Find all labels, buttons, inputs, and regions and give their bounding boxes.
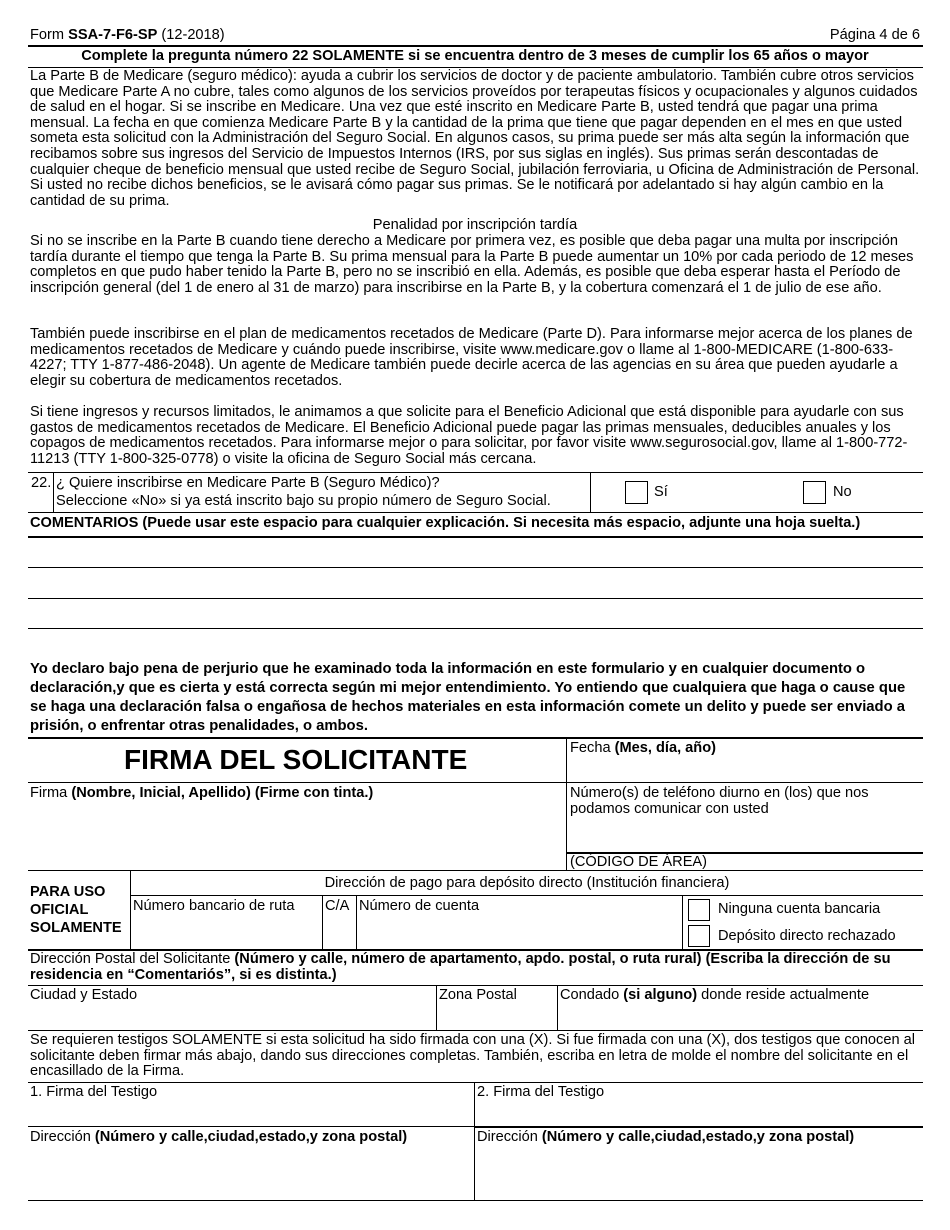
q22-no-label: No — [833, 484, 852, 500]
rejected-label: Depósito directo rechazado — [718, 928, 896, 944]
comment-line-1[interactable] — [28, 567, 923, 568]
comments-heading: COMENTARIOS (Puede usar este espacio para cualquier explicación. Si necesita más espacio, adjunte una hoja suelta.) — [30, 515, 861, 531]
part-b-paragraph: La Parte B de Medicare (seguro médico): ayuda a cubrir los servicios de doctor y de paciente ambulatorio. También cubre otros servicios que Medicare Parte A no cubre, tales como algunos de los servicios proveídos por terapeutas físicos y ocupacionales y algunos cuidados de salud en el hogar. Si se inscribe en Medicare. Una vez que esté inscrito en Medicare Parte B, usted tendrá que pagar una prima mensual. La fecha en que comienza Medicare Parte B y la cantidad de la prima que tiene que pagar dependen en el mes en que usted someta esta solicitud con la Administración del Seguro Social. En algunos casos, su prima puede ser más alta según la información que recibamos sobre sus ingresos del Servicio de Impuestos Internos (IRS, por sus siglas en inglés). Sus primas serán descontadas de cualquier cheque de beneficio mensual que usted recibe de Seguro Social, jubilación ferroviaria, u Oficina de Administración de Personal. Si usted no recibe dichos beneficios, se le avisará cómo pagar sus primas. Se le notificará por adelantado si hay algún cambio en la cantidad de su prima. — [30, 68, 920, 209]
q22-bottom-rule — [28, 512, 923, 513]
header-rule — [28, 45, 923, 47]
witness-text: Se requieren testigos SOLAMENTE si esta solicitud ha sido firmada con una (X). Si fue firmada con una (X), dos testigos que conocen al solicitante deben firmar más abajo, dando sus direcciones completas. También, escriba en letra de molde el nombre del solicitante en el encasillado de la Firma. — [30, 1032, 915, 1080]
late-penalty-paragraph: Si no se inscribe en la Parte B cuando tiene derecho a Medicare por primera vez, es posible que deba pagar una multa por inscripción tardía durante el tiempo que tenga la Parte B. Su prima mensual para la Parte B puede aumentar un 10% por cada periodo de 12 meses completos en que pudo haber tenido la Parte B, pero no se inscribió en ella. Además, es posible que deba esperar hasta el Período de inscripción general (del 1 de enero al 31 de marzo) para inscribirse en la Parte B, y la cobertura comenzará el 1 de julio de ese año. — [30, 233, 914, 296]
county-label: Condado — [560, 987, 624, 1003]
mailing-hint: (Número y calle, número de apartamento, apdo. postal, o ruta rural) (Escriba la dirección de su residencia en “Comentariós”, si es distinta.) — [30, 951, 891, 983]
witness1-address-field[interactable] — [30, 1130, 407, 1146]
comments-rule — [28, 536, 923, 538]
witness-bottom-rule — [28, 1200, 923, 1201]
official-label-1: PARA USO — [30, 884, 106, 900]
q22-yes-checkbox[interactable] — [625, 481, 648, 504]
routing-label[interactable]: Número bancario de ruta — [133, 898, 295, 914]
signature-top-rule — [28, 737, 923, 739]
routing-divider — [322, 895, 323, 950]
ca-divider — [356, 895, 357, 950]
area-code-label[interactable]: (CÓDIGO DE ÁREA) — [570, 854, 708, 870]
date-label: Fecha — [570, 740, 615, 756]
declaration-text: Yo declaro bajo pena de perjurio que he examinado toda la información en este formulario y en cualquier documento o declaración,y que es cierta y está correcta según mi mejor entendimiento. Yo entiendo que cualquiera que haga o cause que se haga una declaración falsa o engañosa de hechos materiales en esta información comete un delito y puede ser enviado a prisión, o enfrentar otras penalidades, o ambos. — [30, 661, 906, 734]
account-divider — [682, 895, 683, 950]
mailing-address-field[interactable] — [30, 952, 923, 983]
comment-line-2[interactable] — [28, 598, 923, 599]
mailing-rule — [28, 985, 923, 986]
q22-number-divider — [53, 472, 54, 512]
late-penalty-title: Penalidad por inscripción tardía — [372, 217, 578, 233]
zip-label[interactable]: Zona Postal — [439, 987, 517, 1003]
q22-number: 22. — [31, 475, 52, 491]
county-field[interactable] — [560, 988, 869, 1004]
form-date: (12-2018) — [157, 27, 225, 43]
firma-label: Firma — [30, 785, 72, 801]
firma-hint: (Nombre, Inicial, Apellido) (Firme con tinta.) — [71, 785, 374, 801]
witness1-signature-label[interactable]: 1. Firma del Testigo — [30, 1084, 158, 1100]
extra-help-paragraph: Si tiene ingresos y recursos limitados, le animamos a que solicite para el Beneficio Adicional que está disponible para ayudarle con sus gastos de medicamentos recetados de Medicare. El Beneficio Adicional puede pagar las primas mensuales, deducibles anuales y los copagos de medicamentos recetados. Para informarse mejor o para solicitar, por favor visite www.segurosocial.gov, llame al 1-800-772-11213 (TTY 1-800-325-0778) o visite la oficina de Seguro Social más cercana. — [30, 404, 908, 467]
date-field[interactable] — [570, 741, 716, 757]
official-label-3: SOLAMENTE — [30, 920, 122, 936]
mailing-label: Dirección Postal del Solicitante — [30, 951, 235, 967]
direct-deposit-rule — [130, 895, 923, 896]
form-prefix: Form — [30, 27, 69, 43]
witness2-address-field[interactable] — [477, 1130, 854, 1146]
q22-line2: Seleccione «No» si ya está inscrito bajo su propio número de Seguro Social. — [56, 493, 551, 509]
witness1-mid-rule — [28, 1126, 474, 1127]
q22-answer-divider — [590, 472, 591, 512]
part-d-paragraph: También puede inscribirse en el plan de medicamentos recetados de Medicare (Parte D). Para informarse mejor acerca de los planes de medicamentos recetados de Medicare y cuándo puede inscribirse, visite www.medicare.gov o llame al 1-800-MEDICARE (1-800-633-4227; TTY 1-877-486-2048). Un agente de Medicare también puede decirle acerca de las agencias en su área que pueden ayudarle a elegir su cobertura de medicamentos recetados. — [30, 326, 913, 389]
city-state-label[interactable]: Ciudad y Estado — [30, 987, 138, 1003]
official-use-label — [30, 883, 122, 937]
ca-label[interactable]: C/A — [325, 898, 350, 914]
date-hint: (Mes, día, año) — [614, 740, 716, 756]
witness1-addr-label: Dirección — [30, 1129, 95, 1145]
witness2-addr-hint: (Número y calle,ciudad,estado,y zona postal) — [541, 1129, 855, 1145]
county-hint: (si alguno) — [623, 987, 698, 1003]
direct-deposit-title: Dirección de pago para depósito directo (Institución financiera) — [324, 875, 730, 891]
witness2-signature-label[interactable]: 2. Firma del Testigo — [477, 1084, 605, 1100]
q22-top-rule — [28, 472, 923, 473]
address-bottom-rule — [28, 1030, 923, 1031]
witness-top-rule — [28, 1082, 923, 1083]
city-divider — [436, 985, 437, 1031]
zip-divider — [557, 985, 558, 1031]
official-label-2: OFICIAL — [30, 902, 89, 918]
phone-label: Número(s) de teléfono diurno en (los) que nos podamos comunicar con usted — [570, 785, 869, 817]
account-label[interactable]: Número de cuenta — [359, 898, 480, 914]
signature-mid-rule — [28, 782, 923, 783]
witness2-mid-rule — [474, 1126, 923, 1128]
comment-line-3[interactable] — [28, 628, 923, 629]
witness-divider — [474, 1082, 475, 1201]
page-number: Página 4 de 6 — [829, 27, 920, 43]
signature-bottom-rule — [28, 870, 923, 871]
county-rest: donde reside actualmente — [697, 987, 870, 1003]
signature-title: FIRMA DEL SOLICITANTE — [124, 744, 468, 775]
form-number: SSA-7-F6-SP — [68, 27, 158, 43]
signature-divider — [566, 738, 567, 870]
witness1-addr-hint: (Número y calle,ciudad,estado,y zona postal) — [94, 1129, 408, 1145]
signature-field[interactable] — [30, 786, 373, 802]
no-account-label: Ninguna cuenta bancaria — [718, 901, 881, 917]
rejected-checkbox[interactable] — [688, 925, 710, 947]
q22-yes-label: Sí — [654, 484, 668, 500]
form-id — [30, 28, 225, 44]
section-heading: Complete la pregunta número 22 SOLAMENTE si se encuentra dentro de 3 meses de cumplir los 65 años o mayor — [81, 48, 869, 64]
witness2-addr-label: Dirección — [477, 1129, 542, 1145]
q22-no-checkbox[interactable] — [803, 481, 826, 504]
q22-line1: ¿ Quiere inscribirse en Medicare Parte B (Seguro Médico)? — [56, 475, 440, 491]
no-account-checkbox[interactable] — [688, 899, 710, 921]
